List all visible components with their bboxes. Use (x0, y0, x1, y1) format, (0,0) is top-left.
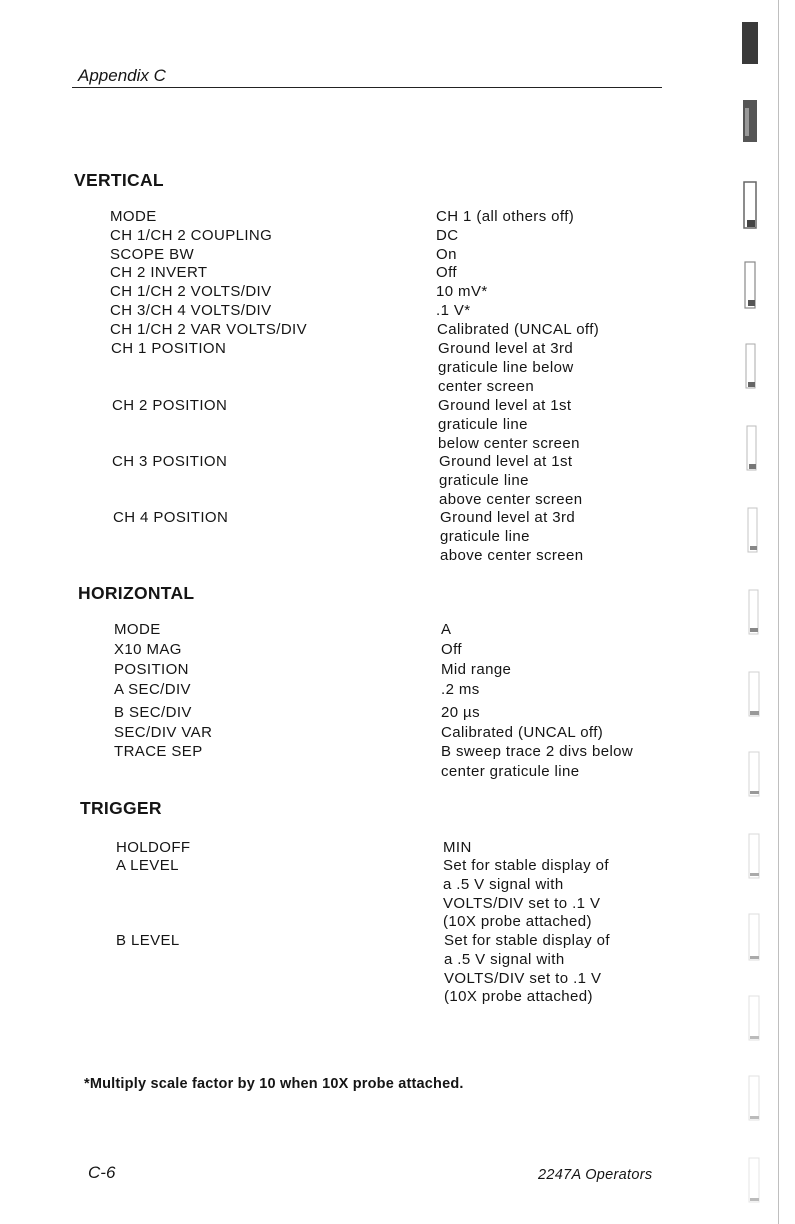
setting-label: POSITION (114, 661, 189, 678)
setting-value: Set for stable display of a .5 V signal with VOLTS/DIV set to .1 V (10X probe attached) (444, 932, 610, 1006)
setting-label: B LEVEL (116, 932, 180, 949)
setting-value: Mid range (441, 661, 512, 678)
setting-value: B sweep trace 2 divs below center graticule line (441, 743, 634, 780)
trigger-heading: TRIGGER (80, 798, 162, 818)
setting-value: 10 mV* (436, 283, 488, 300)
setting-label: MODE (110, 208, 157, 225)
setting-value: CH 1 (all others off) (436, 208, 575, 225)
setting-label: A SEC/DIV (114, 681, 191, 698)
setting-value: .1 V* (436, 302, 471, 319)
setting-label: X10 MAG (114, 641, 182, 658)
setting-label: CH 4 POSITION (113, 509, 229, 526)
setting-label: MODE (114, 621, 161, 638)
horizontal-heading: HORIZONTAL (78, 583, 195, 603)
setting-value: A (441, 621, 452, 638)
setting-value: Ground level at 3rd graticule line above center screen (440, 509, 584, 564)
setting-label: A LEVEL (116, 857, 179, 874)
setting-value: Calibrated (UNCAL off) (437, 321, 600, 338)
setting-value: Ground level at 1st graticule line below center screen (438, 397, 580, 452)
setting-label: CH 1 POSITION (111, 340, 227, 357)
setting-label: TRACE SEP (114, 743, 203, 760)
setting-label: SCOPE BW (110, 246, 195, 263)
setting-value: Calibrated (UNCAL off) (441, 724, 604, 741)
setting-value: .2 ms (441, 681, 480, 698)
setting-label: CH 1/CH 2 COUPLING (110, 227, 273, 244)
setting-label: CH 2 POSITION (112, 397, 228, 414)
thumb-index-tabs (735, 0, 795, 1224)
setting-label: B SEC/DIV (114, 704, 192, 721)
setting-value: Set for stable display of a .5 V signal with VOLTS/DIV set to .1 V (10X probe attached) (443, 857, 609, 931)
header-rule (72, 87, 662, 88)
setting-value: MIN (443, 839, 472, 856)
vertical-heading: VERTICAL (74, 170, 164, 190)
setting-label: HOLDOFF (116, 839, 191, 856)
setting-label: CH 3/CH 4 VOLTS/DIV (110, 302, 272, 319)
setting-label: CH 2 INVERT (110, 264, 208, 281)
setting-value: Off (441, 641, 462, 658)
setting-value: Ground level at 1st graticule line above center screen (439, 453, 583, 508)
setting-value: Off (436, 264, 457, 281)
setting-label: CH 3 POSITION (112, 453, 228, 470)
setting-label: SEC/DIV VAR (114, 724, 213, 741)
manual-name: 2247A Operators (538, 1167, 653, 1183)
appendix-title: Appendix C (78, 66, 166, 85)
setting-value: On (436, 246, 457, 263)
setting-value: 20 µs (441, 704, 480, 721)
setting-label: CH 1/CH 2 VOLTS/DIV (110, 283, 272, 300)
footnote: *Multiply scale factor by 10 when 10X probe attached. (84, 1076, 464, 1092)
setting-value: Ground level at 3rd graticule line below center screen (438, 340, 574, 395)
page-number: C-6 (88, 1163, 116, 1182)
setting-label: CH 1/CH 2 VAR VOLTS/DIV (110, 321, 308, 338)
setting-value: DC (436, 227, 459, 244)
